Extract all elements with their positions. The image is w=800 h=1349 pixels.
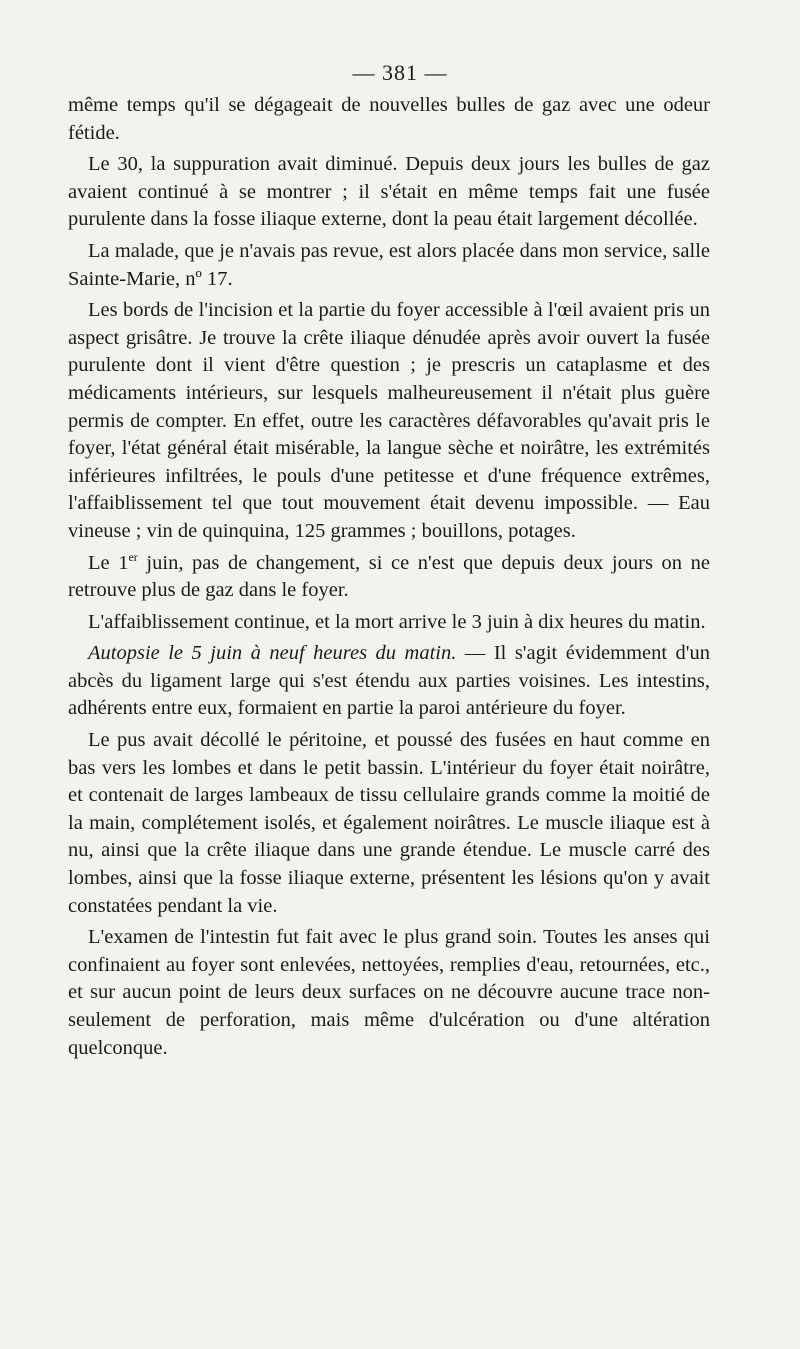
- paragraph: [68, 550, 710, 605]
- paragraph: Le 30, la suppuration avait diminué. Depuis deux jours les bulles de gaz avaient continué à se montrer ; il s'était en même temps fait une fusée purulente dans la fosse iliaque externe, dont la peau était largement décollée.: [68, 153, 710, 231]
- paragraph: [68, 640, 710, 723]
- paragraph: même temps qu'il se dégageait de nouvelles bulles de gaz avec une odeur fétide.: [68, 94, 710, 144]
- body-text: [68, 92, 710, 1066]
- paragraph-text: — Il s'agit évidemment d'un abcès du ligament large qui s'est étendu aux parties voisines. Les intestins, adhérents entre eux, formaient en partie la paroi antérieure du foyer.: [68, 642, 710, 720]
- autopsy-heading: Autopsie le 5 juin à neuf heures du matin.: [88, 642, 457, 665]
- paragraph-text: Le 1: [88, 551, 129, 574]
- paragraph: L'examen de l'intestin fut fait avec le plus grand soin. Toutes les anses qui confinaient au foyer sont enlevées, nettoyées, remplies d'eau, retournées, etc., et sur aucun point de leurs deux surfaces on ne découvre aucune trace non-seulement de perforation, mais même d'ulcération ou d'une altération quelconque.: [68, 926, 710, 1059]
- paragraph: L'affaiblissement continue, et la mort arrive le 3 juin à dix heures du matin.: [88, 610, 706, 633]
- paragraph: Les bords de l'incision et la partie du foyer accessible à l'œil avaient pris un aspect grisâtre. Je trouve la crête iliaque dénudée après avoir ouvert la fusée purulente dont il vient d'être question ; je prescris un cataplasme et des médicaments intérieurs, sur lesquels malheureusement il n'était plus guère permis de compter. En effet, outre les caractères défavorables qu'avait pris le foyer, l'état général était misérable, la langue sèche et noirâtre, les extrémités inférieures infiltrées, le pouls d'une petitesse et d'une fréquence extrêmes, l'affaiblissement tel que tout mouvement était devenu impossible. — Eau vineuse ; vin de quinquina, 125 grammes ; bouillons, potages.: [68, 299, 710, 542]
- superscript: er: [128, 549, 138, 564]
- paragraph-text: juin, pas de changement, si ce n'est que depuis deux jours on ne retrouve plus de gaz dans le foyer.: [68, 551, 710, 602]
- paragraph: Le pus avait décollé le péritoine, et poussé des fusées en haut comme en bas vers les lombes et dans le petit bassin. L'intérieur du foyer était noirâtre, et contenait de larges lambeaux de tissu cellulaire grands comme la moitié de la main, complétement isolés, et également noirâtres. Le muscle iliaque est à nu, ainsi que la crête iliaque dans une grande étendue. Le muscle carré des lombes, ainsi que la fosse iliaque externe, présentent les lésions qu'on y avait constatées pendant la vie.: [68, 729, 710, 917]
- page-number: — 381 —: [352, 60, 448, 85]
- paragraph: La malade, que je n'avais pas revue, est alors placée dans mon service, salle Sainte-Marie, nº 17.: [68, 239, 710, 290]
